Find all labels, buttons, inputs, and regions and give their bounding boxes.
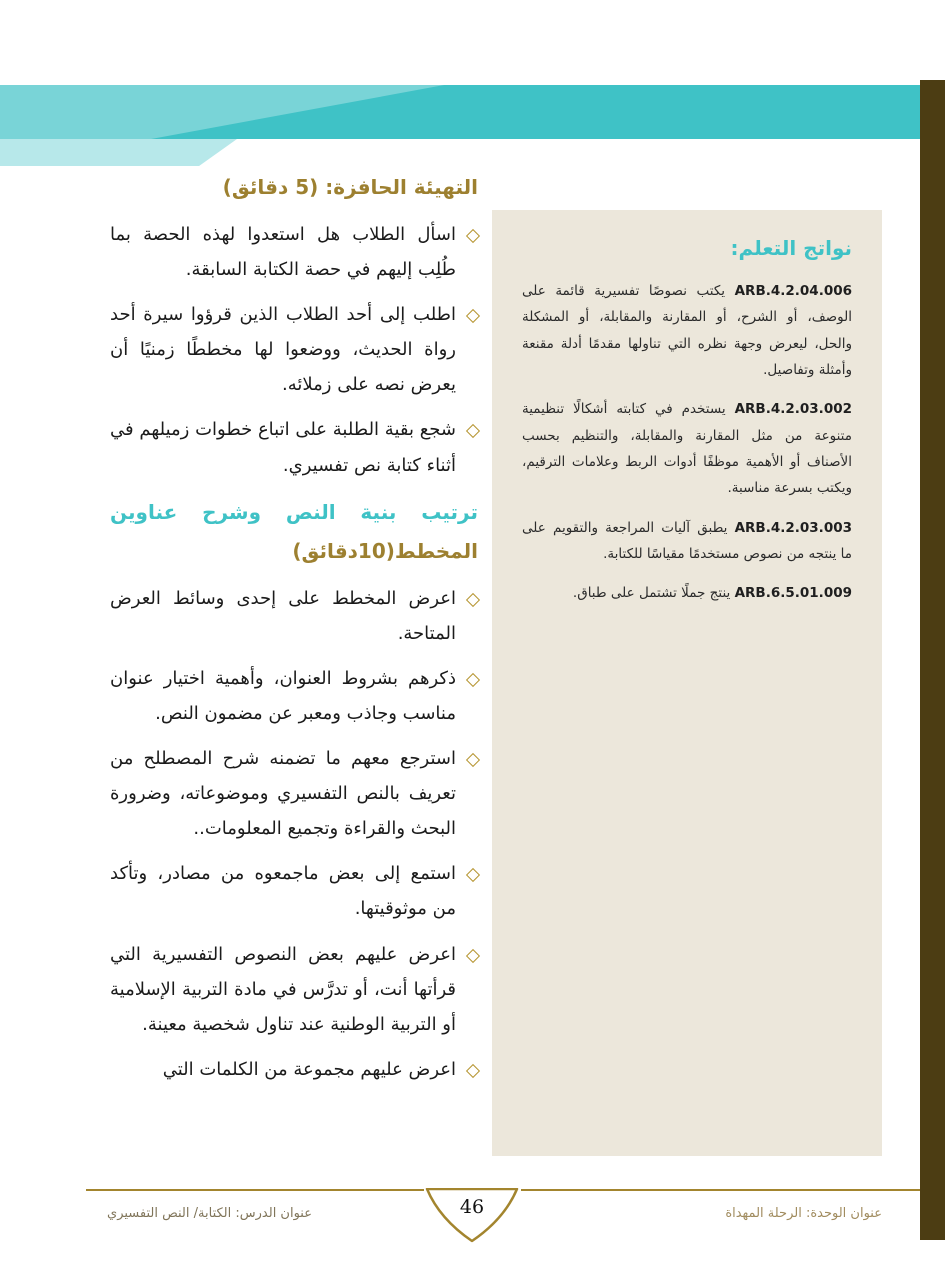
- bullet-text: شجع بقية الطلبة على اتباع خطوات زميلهم في أثناء كتابة نص تفسيري.: [110, 419, 456, 476]
- bullet-text: اسأل الطلاب هل استعدوا لهذه الحصة بما طُلِب إليهم في حصة الكتابة السابقة.: [110, 224, 456, 281]
- bullet-item: [110, 856, 478, 926]
- footer-lesson-title: عنوان الدرس: الكتابة/ النص التفسيري: [107, 1206, 312, 1221]
- bullet-item: [110, 1052, 478, 1087]
- outcome-item: [522, 580, 852, 606]
- bullet-diamond-icon: [466, 948, 480, 962]
- page-number-badge: [424, 1188, 520, 1244]
- outcome-text: ينتج جملًا تشتمل على طباق.: [572, 585, 731, 602]
- bullet-text: اعرض المخطط على إحدى وسائط العرض المتاحة.: [110, 587, 456, 644]
- bullet-diamond-icon: [466, 1064, 480, 1078]
- bullet-item: [110, 581, 478, 651]
- bullet-diamond-icon: [466, 229, 480, 243]
- bullet-text: استرجع معهم ما تضمنه شرح المصطلح من تعريف بالنص التفسيري وموضوعاته، وضرورة البحث والقراءة وتجميع المعلومات..: [110, 748, 456, 840]
- bullet-diamond-icon: [466, 868, 480, 882]
- bullet-item: [110, 412, 478, 482]
- header-teal-band: [0, 85, 945, 139]
- learning-outcomes-panel: [492, 210, 882, 1156]
- bullet-diamond-icon: [466, 593, 480, 607]
- outcome-code: ARB.4.2.04.006: [734, 283, 853, 299]
- outcome-code: ARB.4.2.03.003: [734, 519, 852, 536]
- bullet-diamond-icon: [466, 673, 480, 687]
- section2-bullet-list: [110, 581, 478, 1087]
- header-light-wedge: [0, 85, 945, 139]
- bullet-text: ذكرهم بشروط العنوان، وأهمية اختيار عنوان مناسب وجاذب ومعبر عن مضمون النص.: [110, 667, 456, 724]
- right-edge-bar: [920, 80, 945, 1240]
- outcome-item: [522, 396, 852, 501]
- outcome-code: ARB.6.5.01.009: [734, 585, 852, 602]
- bullet-item: [110, 741, 478, 846]
- bullet-text: استمع إلى بعض ماجمعوه من مصادر، وتأكد من موثوقيتها.: [110, 863, 456, 920]
- outcome-text: يكتب نصوصًا تفسيرية قائمة على الوصف، أو الشرح، أو المقارنة والمقابلة، أو المشكلة والحل، ليعرض وجهة نظره التي تناولها مقدمًا أدلة مقنعة وأمثلة وتفاصيل.: [522, 283, 852, 378]
- bullet-text: اعرض عليهم مجموعة من الكلمات التي: [162, 1058, 456, 1080]
- bullet-diamond-icon: [466, 753, 480, 767]
- outcome-text: يستخدم في كتابته أشكالًا تنظيمية متنوعة من مثل المقارنة والمقابلة، والتنظيم بحسب الأصناف أو الأهمية موظفًا أدوات الربط وعلامات الترقيم، ويكتب بسرعة مناسبة.: [522, 401, 852, 497]
- footer-unit-title: عنوان الوحدة: الرحلة المهداة: [725, 1206, 882, 1221]
- outcome-item: [522, 515, 852, 568]
- bullet-item: [110, 297, 478, 402]
- section1-title: التهيئة الحافزة: (5 دقائق): [222, 175, 478, 199]
- footer-rule-right: [521, 1189, 920, 1191]
- header-light-accent-strip: [0, 139, 237, 166]
- main-column: [110, 168, 478, 1097]
- bullet-diamond-icon: [466, 309, 480, 323]
- bullet-item: [110, 937, 478, 1042]
- bullet-item: [110, 217, 478, 287]
- outcome-code: ARB.4.2.03.002: [734, 401, 852, 418]
- outcome-item: [522, 278, 852, 383]
- section2-title-brown: المخطط(10دقائق): [292, 538, 478, 563]
- footer-rule-left: [86, 1189, 424, 1191]
- bullet-text: اعرض عليهم بعض النصوص التفسيرية التي قرأتها أنت، أو تدرَّس في مادة التربية الإسلامية أو التربية الوطنية عند تناول شخصية معينة.: [110, 943, 456, 1035]
- section2-title: [110, 493, 478, 571]
- bullet-text: اطلب إلى أحد الطلاب الذين قرؤوا سيرة أحد رواة الحديث، ووضعوا لها مخططًا زمنيًا أن يعرض نصه على زملائه.: [110, 304, 456, 396]
- page-number: 46: [459, 1196, 485, 1218]
- bullet-item: [110, 661, 478, 731]
- bullet-diamond-icon: [466, 424, 480, 438]
- section1-bullet-list: [110, 217, 478, 483]
- outcome-text: يطبق آليات المراجعة والتقويم على ما ينتجه من نصوص مستخدمًا مقياسًا للكتابة.: [522, 519, 852, 562]
- section2-title-teal: ترتيب بنية النص وشرح عناوين: [110, 499, 478, 524]
- learning-outcomes-title: نواتج التعلم:: [730, 236, 852, 260]
